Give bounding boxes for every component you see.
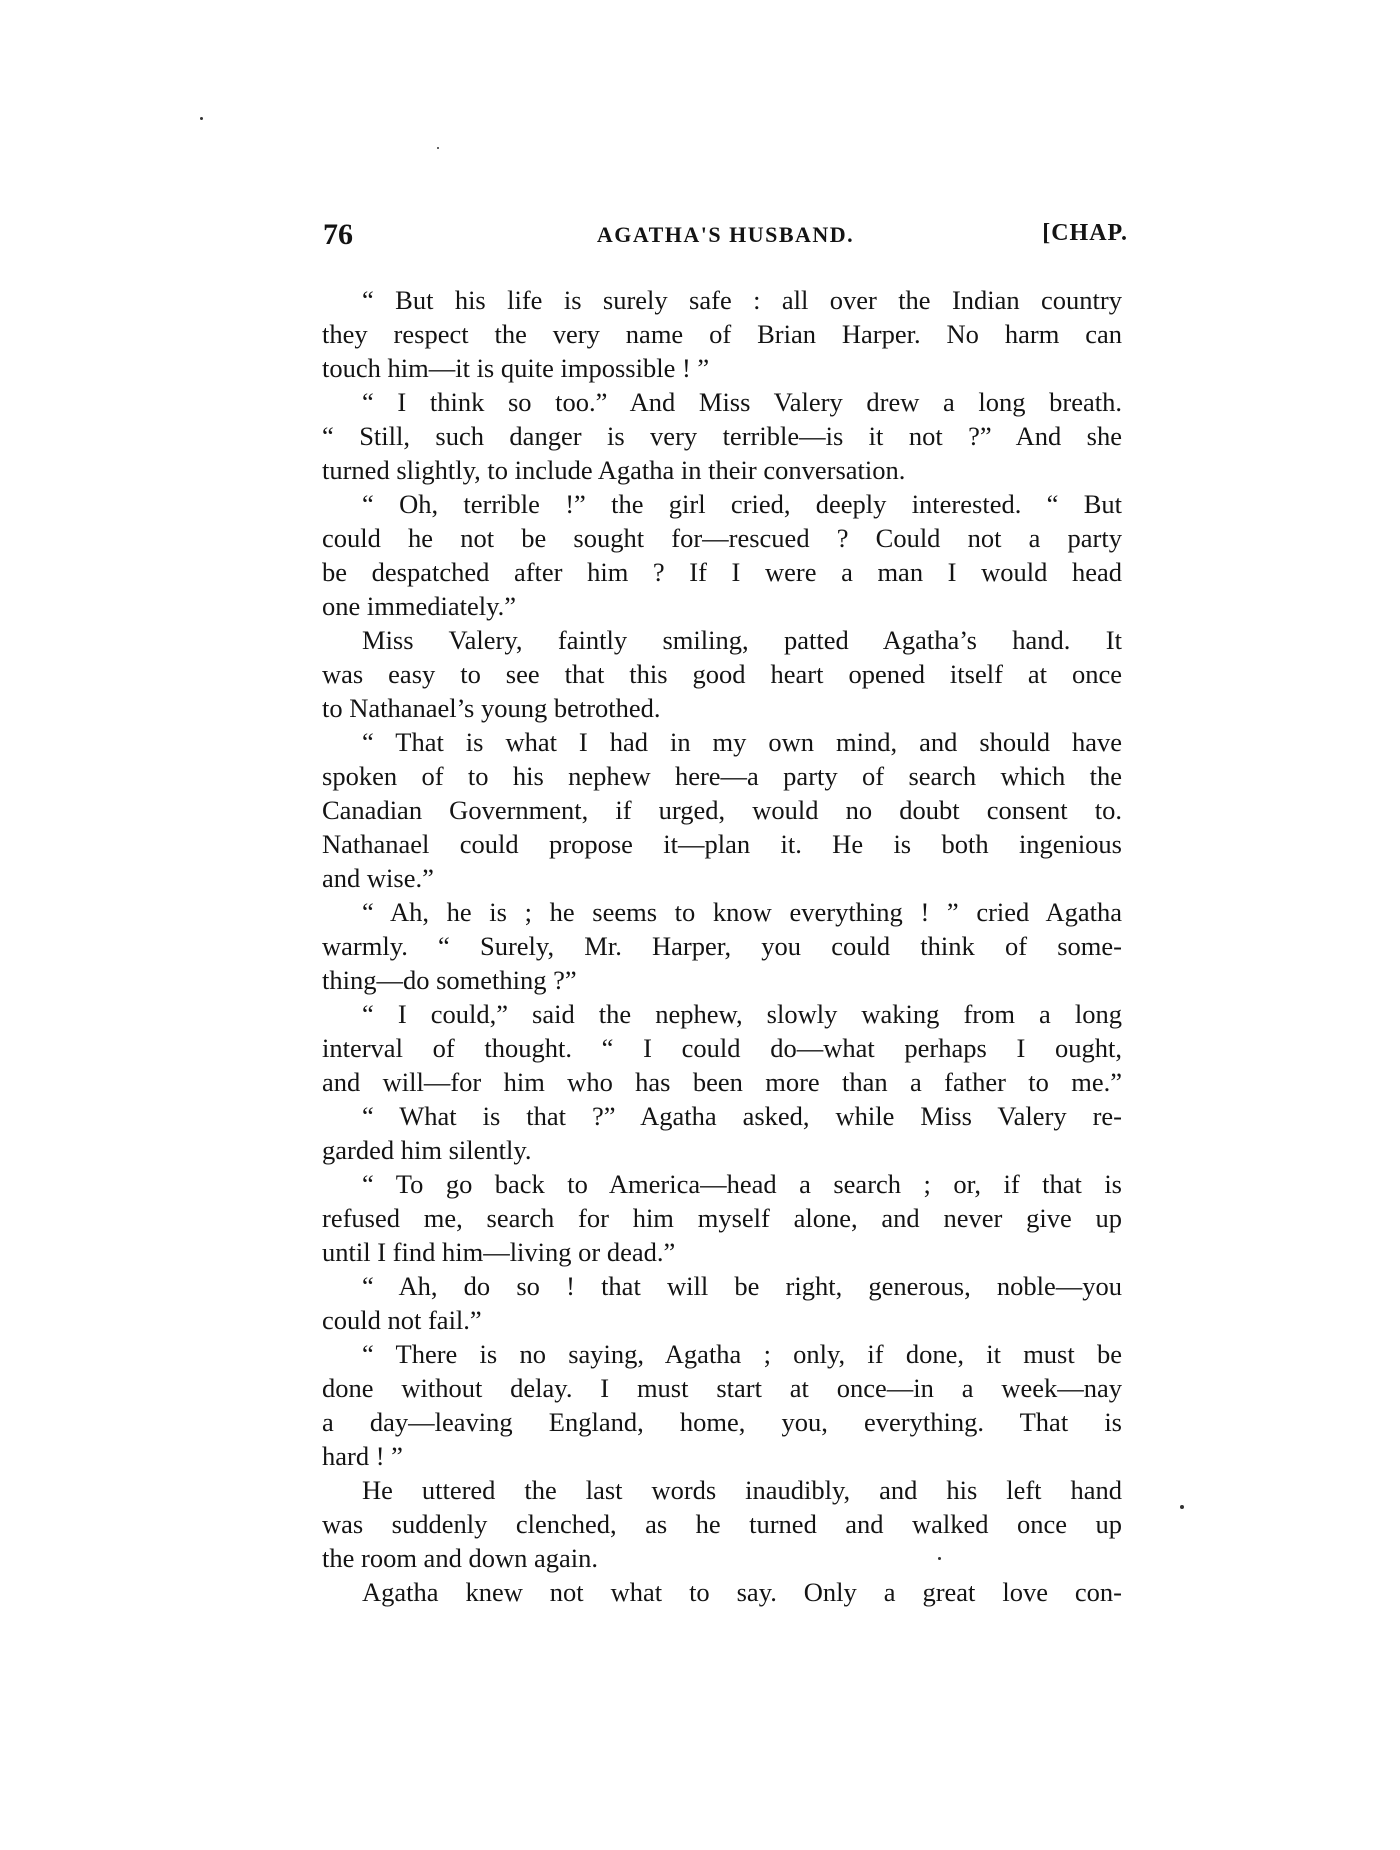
text-line: “ To go back to America—head a search ; or, if that is	[362, 1169, 1122, 1199]
speck	[1180, 1505, 1184, 1509]
running-title: AGATHA'S HUSBAND.	[596, 222, 855, 247]
chapter-label: [CHAP.	[1042, 220, 1128, 246]
text-line: “ There is no saying, Agatha ; only, if done, it must be	[362, 1339, 1122, 1369]
text-line: Nathanael could propose it—plan it. He is both ingenious	[322, 829, 1122, 859]
text-line: a day—leaving England, home, you, everything. That is	[322, 1407, 1122, 1437]
text-line: to Nathanael’s young betrothed.	[322, 693, 661, 723]
text-line: was suddenly clenched, as he turned and walked once up	[322, 1509, 1122, 1539]
text-line: and will—for him who has been more than a father to me.”	[322, 1067, 1122, 1097]
text-line: spoken of to his nephew here—a party of search which the	[322, 761, 1122, 791]
text-line: and wise.”	[322, 863, 434, 893]
text-line: “ I think so too.” And Miss Valery drew a long breath.	[362, 387, 1122, 417]
text-line: turned slightly, to include Agatha in their conversation.	[322, 455, 906, 485]
text-line: until I find him—living or dead.”	[322, 1237, 676, 1267]
text-line: garded him silently.	[322, 1135, 532, 1165]
page-body-text	[322, 283, 1122, 1609]
text-line: one immediately.”	[322, 591, 517, 621]
text-line: Canadian Government, if urged, would no doubt consent to.	[322, 795, 1122, 825]
page-number: 76	[323, 218, 353, 251]
speck	[200, 117, 203, 120]
text-line: could he not be sought for—rescued ? Could not a party	[322, 523, 1122, 553]
text-line: they respect the very name of Brian Harper. No harm can	[322, 319, 1122, 349]
text-line: Miss Valery, faintly smiling, patted Agatha’s hand. It	[362, 625, 1122, 655]
text-line: be despatched after him ? If I were a man I would head	[322, 557, 1122, 587]
text-line: refused me, search for him myself alone, and never give up	[322, 1203, 1122, 1233]
text-line: “ That is what I had in my own mind, and should have	[362, 727, 1122, 757]
text-line: interval of thought. “ I could do—what perhaps I ought,	[322, 1033, 1122, 1063]
text-line: done without delay. I must start at once—in a week—nay	[322, 1373, 1122, 1403]
text-line: “ I could,” said the nephew, slowly waking from a long	[362, 999, 1122, 1029]
speck	[437, 147, 439, 149]
text-line: touch him—it is quite impossible ! ”	[322, 353, 710, 383]
text-line: “ Ah, do so ! that will be right, generous, noble—you	[362, 1271, 1122, 1301]
text-line: “ But his life is surely safe : all over the Indian country	[362, 285, 1122, 315]
text-line: Agatha knew not what to say. Only a great love con-	[362, 1577, 1122, 1607]
text-line: hard ! ”	[322, 1441, 403, 1471]
text-line: “ Oh, terrible !” the girl cried, deeply interested. “ But	[362, 489, 1122, 519]
page-header	[323, 218, 1128, 258]
text-line: warmly. “ Surely, Mr. Harper, you could think of some-	[322, 931, 1122, 961]
text-line: “ What is that ?” Agatha asked, while Miss Valery re-	[362, 1101, 1122, 1131]
text-line: “ Ah, he is ; he seems to know everything ! ” cried Agatha	[362, 897, 1122, 927]
text-line: the room and down again.	[322, 1543, 598, 1573]
text-line: was easy to see that this good heart opened itself at once	[322, 659, 1122, 689]
text-line: could not fail.”	[322, 1305, 482, 1335]
text-line: thing—do something ?”	[322, 965, 577, 995]
text-line: He uttered the last words inaudibly, and his left hand	[362, 1475, 1122, 1505]
text-line: “ Still, such danger is very terrible—is it not ?” And she	[322, 421, 1122, 451]
